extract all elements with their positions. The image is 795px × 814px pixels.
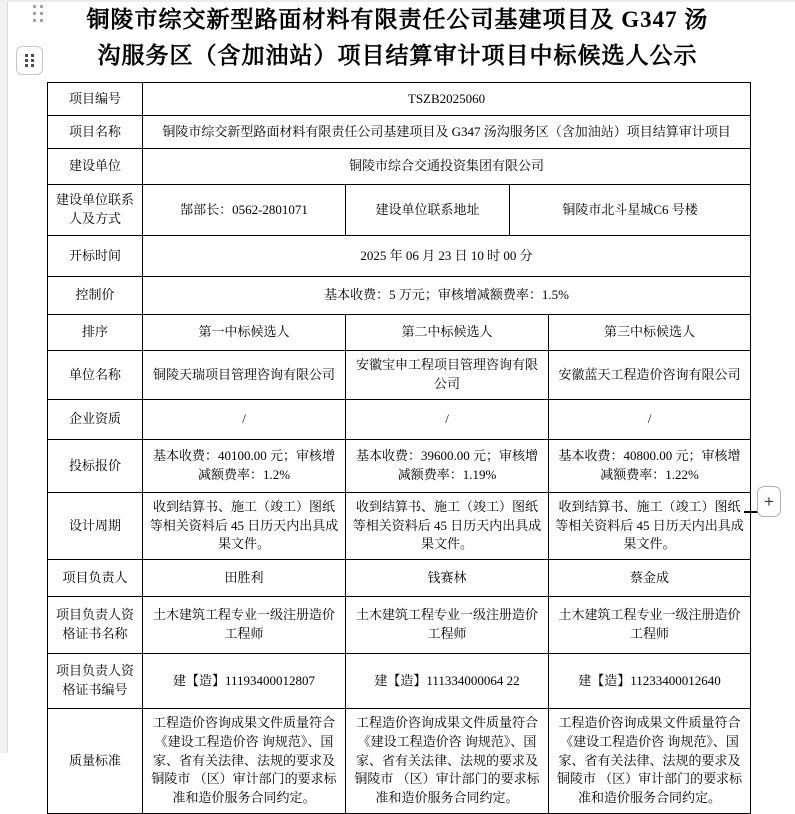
rank-label: 排序 <box>48 315 143 351</box>
owner-label: 建设单位 <box>48 149 143 185</box>
certificate-name-third: 土木建筑工程专业一级注册造价工程师 <box>549 597 751 654</box>
certificate-name-second: 土木建筑工程专业一级注册造价工程师 <box>346 597 549 654</box>
contact-label: 建设单位联系人及方式 <box>48 185 143 236</box>
certificate-number-label: 项目负责人资格证书编号 <box>48 654 143 709</box>
table-row <box>48 709 751 814</box>
announcement-table <box>47 82 751 814</box>
grip-dots-icon <box>25 54 34 67</box>
company-name-second: 安徽宝申工程项目管理咨询有限公司 <box>346 351 549 400</box>
table-row <box>48 315 751 351</box>
table-row <box>48 149 751 185</box>
certificate-number-first: 建【造】11193400012807 <box>143 654 346 709</box>
table-row <box>48 597 751 654</box>
design-period-third: 收到结算书、施工（竣工）图纸等相关资料后 45 日历天内出具成果文件。 <box>549 493 751 560</box>
project-leader-third: 蔡金成 <box>549 560 751 597</box>
quality-standard-second: 工程造价咨询成果文件质量符合《建设工程造价咨 询规范》、国家、省有关法律、法规的要求及铜陵市 （区）审计部门的要求标准和造价服务合同约定。 <box>346 709 549 814</box>
design-period-first: 收到结算书、施工（竣工）图纸等相关资料后 45 日历天内出具成果文件。 <box>143 493 346 560</box>
qualification-label: 企业资质 <box>48 400 143 440</box>
company-name-third: 安徽蓝天工程造价咨询有限公司 <box>549 351 751 400</box>
table-row <box>48 654 751 709</box>
project-number-label: 项目编号 <box>48 83 143 116</box>
project-leader-first: 田胜利 <box>143 560 346 597</box>
bid-opening-time-value: 2025 年 06 月 23 日 10 时 00 分 <box>143 236 751 277</box>
certificate-name-first: 土木建筑工程专业一级注册造价工程师 <box>143 597 346 654</box>
table-row <box>48 277 751 315</box>
company-name-first: 铜陵天瑞项目管理咨询有限公司 <box>143 351 346 400</box>
table-row <box>48 440 751 493</box>
quality-standard-first: 工程造价咨询成果文件质量符合《建设工程造价咨 询规范》、国家、省有关法律、法规的要求及铜陵市 （区）审计部门的要求标准和造价服务合同约定。 <box>143 709 346 814</box>
table-row <box>48 116 751 149</box>
table-row <box>48 83 751 116</box>
qualification-third: / <box>549 400 751 440</box>
table-row <box>48 185 751 236</box>
table-row <box>48 236 751 277</box>
rank-second: 第二中标候选人 <box>346 315 549 351</box>
rank-third: 第三中标候选人 <box>549 315 751 351</box>
owner-address-value: 铜陵市北斗星城C6 号楼 <box>510 185 751 236</box>
table-row <box>48 400 751 440</box>
quality-standard-third: 工程造价咨询成果文件质量符合《建设工程造价咨 询规范》、国家、省有关法律、法规的要求及铜陵市 （区）审计部门的要求标准和造价服务合同约定。 <box>549 709 751 814</box>
company-name-label: 单位名称 <box>48 351 143 400</box>
owner-address-label: 建设单位联系地址 <box>346 185 510 236</box>
control-price-value: 基本收费：5 万元；审核增减额费率：1.5% <box>143 277 751 315</box>
table-row <box>48 493 751 560</box>
table-row <box>48 560 751 597</box>
insert-indicator-line <box>744 511 758 513</box>
document-title-line2: 沟服务区（含加油站）项目结算审计项目中标候选人公示 <box>97 43 698 68</box>
table-row <box>48 351 751 400</box>
bid-price-third: 基本收费：40800.00 元；审核增减额费率：1.22% <box>549 440 751 493</box>
owner-value: 铜陵市综合交通投资集团有限公司 <box>143 149 751 185</box>
project-number-value: TSZB2025060 <box>143 83 751 116</box>
certificate-name-label: 项目负责人资格证书名称 <box>48 597 143 654</box>
control-price-label: 控制价 <box>48 277 143 315</box>
page-left-edge <box>0 0 8 753</box>
qualification-second: / <box>346 400 549 440</box>
add-row-button[interactable] <box>757 486 781 517</box>
certificate-number-second: 建【造】111334000064 22 <box>346 654 549 709</box>
bid-opening-time-label: 开标时间 <box>48 236 143 277</box>
project-name-label: 项目名称 <box>48 116 143 149</box>
design-period-label: 设计周期 <box>48 493 143 560</box>
document-title-line1: 铜陵市综交新型路面材料有限责任公司基建项目及 G347 汤 <box>86 7 709 32</box>
project-leader-second: 钱赛林 <box>346 560 549 597</box>
project-name-value: 铜陵市综交新型路面材料有限责任公司基建项目及 G347 汤沟服务区（含加油站）项目结算审计项目 <box>143 116 751 149</box>
bid-price-first: 基本收费：40100.00 元；审核增减额费率：1.2% <box>143 440 346 493</box>
quality-standard-label: 质量标准 <box>48 709 143 814</box>
bid-price-label: 投标报价 <box>48 440 143 493</box>
block-drag-handle-button[interactable] <box>16 46 43 75</box>
rank-first: 第一中标候选人 <box>143 315 346 351</box>
plus-icon: + <box>764 492 774 511</box>
document-title <box>40 2 755 74</box>
bid-price-second: 基本收费：39600.00 元；审核增减额费率：1.19% <box>346 440 549 493</box>
design-period-second: 收到结算书、施工（竣工）图纸等相关资料后 45 日历天内出具成果文件。 <box>346 493 549 560</box>
contact-value: 郜部长：0562-2801071 <box>143 185 346 236</box>
project-leader-label: 项目负责人 <box>48 560 143 597</box>
qualification-first: / <box>143 400 346 440</box>
certificate-number-third: 建【造】11233400012640 <box>549 654 751 709</box>
